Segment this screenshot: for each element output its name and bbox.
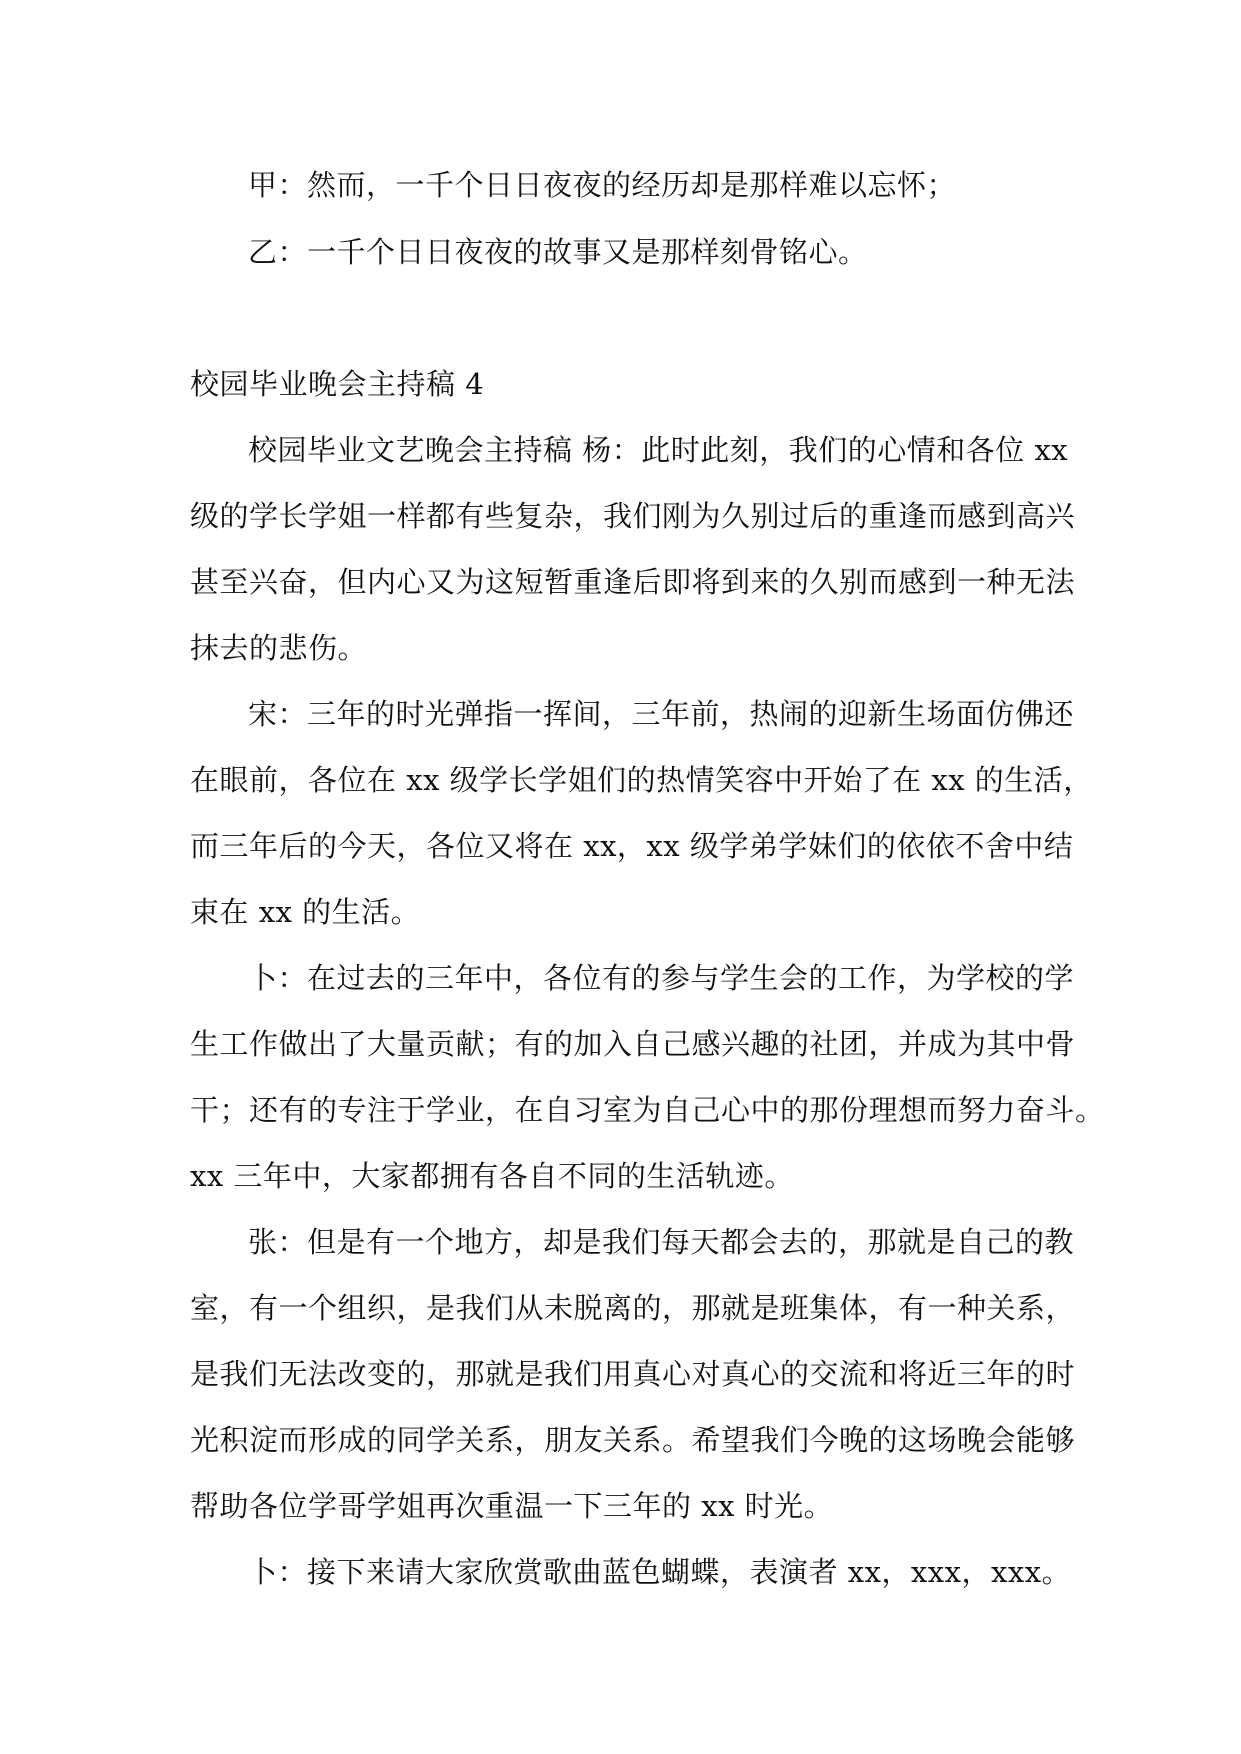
paragraph-line: 宋：三年的时光弹指一挥间，三年前，热闹的迎新生场面仿佛还	[248, 697, 1075, 731]
paragraph-line: 干；还有的专注于学业，在自习室为自己心中的那份理想而努力奋斗。	[190, 1093, 1105, 1127]
paragraph-line: 甚至兴奋，但内心又为这短暂重逢后即将到来的久别而感到一种无法	[190, 565, 1076, 599]
section-heading: 校园毕业晚会主持稿 4	[190, 367, 485, 401]
dialogue-line-yi: 乙：一千个日日夜夜的故事又是那样刻骨铭心。	[248, 235, 868, 269]
paragraph-line: 生工作做出了大量贡献；有的加入自己感兴趣的社团，并成为其中骨	[190, 1027, 1076, 1061]
paragraph-line: 卜：接下来请大家欣赏歌曲蓝色蝴蝶，表演者 xx，xxx，xxx。	[248, 1555, 1072, 1589]
dialogue-line-jia: 甲：然而，一千个日日夜夜的经历却是那样难以忘怀；	[248, 168, 957, 202]
paragraph-line: 光积淀而形成的同学关系，朋友关系。希望我们今晚的这场晚会能够	[190, 1423, 1076, 1457]
paragraph-line: 卜：在过去的三年中，各位有的参与学生会的工作，为学校的学	[248, 961, 1075, 995]
paragraph-line: 校园毕业文艺晚会主持稿 杨：此时此刻，我们的心情和各位 xx	[248, 433, 1069, 467]
paragraph-line: 张：但是有一个地方，却是我们每天都会去的，那就是自己的教	[248, 1225, 1075, 1259]
paragraph-line: 是我们无法改变的，那就是我们用真心对真心的交流和将近三年的时	[190, 1357, 1076, 1391]
paragraph-line: 室，有一个组织，是我们从未脱离的，那就是班集体，有一种关系，	[190, 1291, 1076, 1325]
paragraph-line: 在眼前，各位在 xx 级学长学姐们的热情笑容中开始了在 xx 的生活，	[190, 763, 1093, 797]
paragraph-line: 抹去的悲伤。	[190, 631, 368, 665]
paragraph-line: 而三年后的今天，各位又将在 xx，xx 级学弟学妹们的依依不舍中结	[190, 829, 1074, 863]
paragraph-line: 束在 xx 的生活。	[190, 895, 421, 929]
paragraph-line: 级的学长学姐一样都有些复杂，我们刚为久别过后的重逢而感到高兴	[190, 499, 1076, 533]
paragraph-line: 帮助各位学哥学姐再次重温一下三年的 xx 时光。	[190, 1489, 834, 1523]
paragraph-line: xx 三年中，大家都拥有各自不同的生活轨迹。	[190, 1159, 794, 1193]
